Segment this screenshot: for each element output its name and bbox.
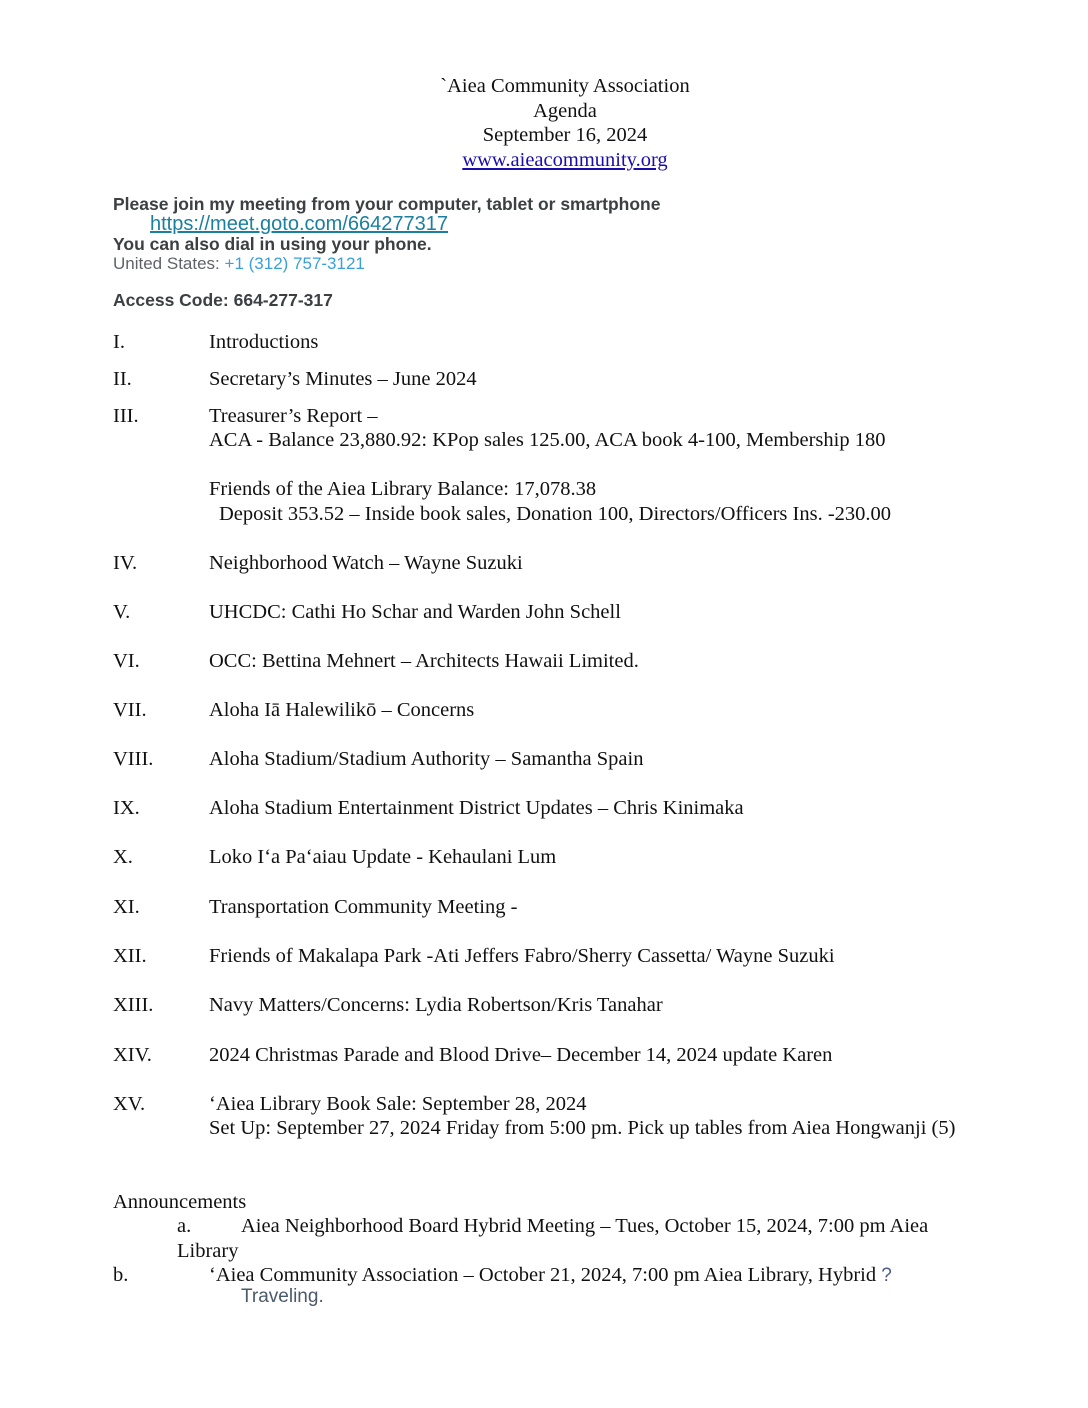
page-title: Agenda	[533, 100, 597, 122]
agenda-item-text: Friends of Makalapa Park -Ati Jeffers Fabro/Sherry Cassetta/ Wayne Suzuki	[209, 945, 835, 967]
agenda-item-number: XI.	[113, 896, 140, 918]
agenda-item-number: IV.	[113, 552, 138, 574]
agenda-item-text: Secretary’s Minutes – June 2024	[209, 368, 477, 390]
agenda-item-text: UHCDC: Cathi Ho Schar and Warden John Schell	[209, 601, 621, 623]
agenda-item-text: Transportation Community Meeting -	[209, 896, 518, 918]
agenda-item-number: XIII.	[113, 994, 154, 1016]
treasurer-aca-balance: ACA - Balance 23,880.92: KPop sales 125.00, ACA book 4-100, Membership 180	[209, 429, 886, 451]
agenda-item-number: II.	[113, 368, 132, 390]
question-mark: ?	[881, 1265, 892, 1286]
agenda-item-text: Aloha Iā Halewilikō – Concerns	[209, 699, 475, 721]
agenda-item-number: IX.	[113, 797, 140, 819]
agenda-item-number: XII.	[113, 945, 147, 967]
us-phone-line	[113, 254, 365, 274]
website-link[interactable]: www.aieacommunity.org	[462, 149, 668, 171]
agenda-item-number: VI.	[113, 650, 140, 672]
agenda-item-number: I.	[113, 331, 125, 353]
agenda-item-number: III.	[113, 405, 139, 427]
agenda-item-text: Treasurer’s Report –	[209, 405, 378, 427]
announcement-b-cont: Traveling.	[241, 1286, 324, 1307]
agenda-item-text: Loko Iʻa Paʻaiau Update - Kehaulani Lum	[209, 846, 557, 868]
org-name: `Aiea Community Association	[440, 75, 690, 97]
agenda-item-text: 2024 Christmas Parade and Blood Drive– December 14, 2024 update Karen	[209, 1044, 833, 1066]
announcement-b-label: b.	[113, 1264, 129, 1286]
agenda-item-number: XIV.	[113, 1044, 152, 1066]
announcement-a-label: a.	[177, 1215, 192, 1237]
us-label: United States:	[113, 254, 220, 273]
dial-text: You can also dial in using your phone.	[113, 234, 432, 254]
agenda-item-text: Introductions	[209, 331, 319, 353]
agenda-item-text: Aloha Stadium Entertainment District Updates – Chris Kinimaka	[209, 797, 744, 819]
agenda-item-number: VIII.	[113, 748, 154, 770]
meeting-link[interactable]: https://meet.goto.com/664277317	[150, 213, 448, 235]
announcement-b-line	[209, 1263, 892, 1288]
book-sale-setup: Set Up: September 27, 2024 Friday from 5:00 pm. Pick up tables from Aiea Hongwanji (5)	[209, 1117, 956, 1139]
agenda-item-number: X.	[113, 846, 133, 868]
announcement-b-text: ‘Aiea Community Association – October 21, 2024, 7:00 pm Aiea Library, Hybrid	[209, 1264, 877, 1286]
treasurer-library-balance: Friends of the Aiea Library Balance: 17,078.38	[209, 478, 597, 500]
agenda-item-number: VII.	[113, 699, 147, 721]
announcement-a-cont: Library	[177, 1240, 239, 1262]
agenda-item-number: XV.	[113, 1093, 146, 1115]
agenda-item-text: OCC: Bettina Mehnert – Architects Hawaii Limited.	[209, 650, 639, 672]
access-code: Access Code: 664-277-317	[113, 290, 333, 310]
website-line	[0, 148, 1088, 172]
join-text: Please join my meeting from your computer, tablet or smartphone	[113, 194, 661, 214]
agenda-item-number: V.	[113, 601, 131, 623]
agenda-item-text: Aloha Stadium/Stadium Authority – Samantha Spain	[209, 748, 644, 770]
meeting-date: September 16, 2024	[482, 124, 648, 146]
agenda-item-text: ‘Aiea Library Book Sale: September 28, 2024	[209, 1093, 587, 1115]
announcement-a-text: Aiea Neighborhood Board Hybrid Meeting – Tues, October 15, 2024, 7:00 pm Aiea	[241, 1215, 929, 1237]
phone-number[interactable]: +1 (312) 757-3121	[224, 254, 365, 273]
treasurer-deposit: Deposit 353.52 – Inside book sales, Donation 100, Directors/Officers Ins. -230.00	[219, 503, 892, 525]
agenda-item-text: Neighborhood Watch – Wayne Suzuki	[209, 552, 523, 574]
announcements-heading: Announcements	[113, 1191, 247, 1213]
agenda-item-text: Navy Matters/Concerns: Lydia Robertson/Kris Tanahar	[209, 994, 663, 1016]
